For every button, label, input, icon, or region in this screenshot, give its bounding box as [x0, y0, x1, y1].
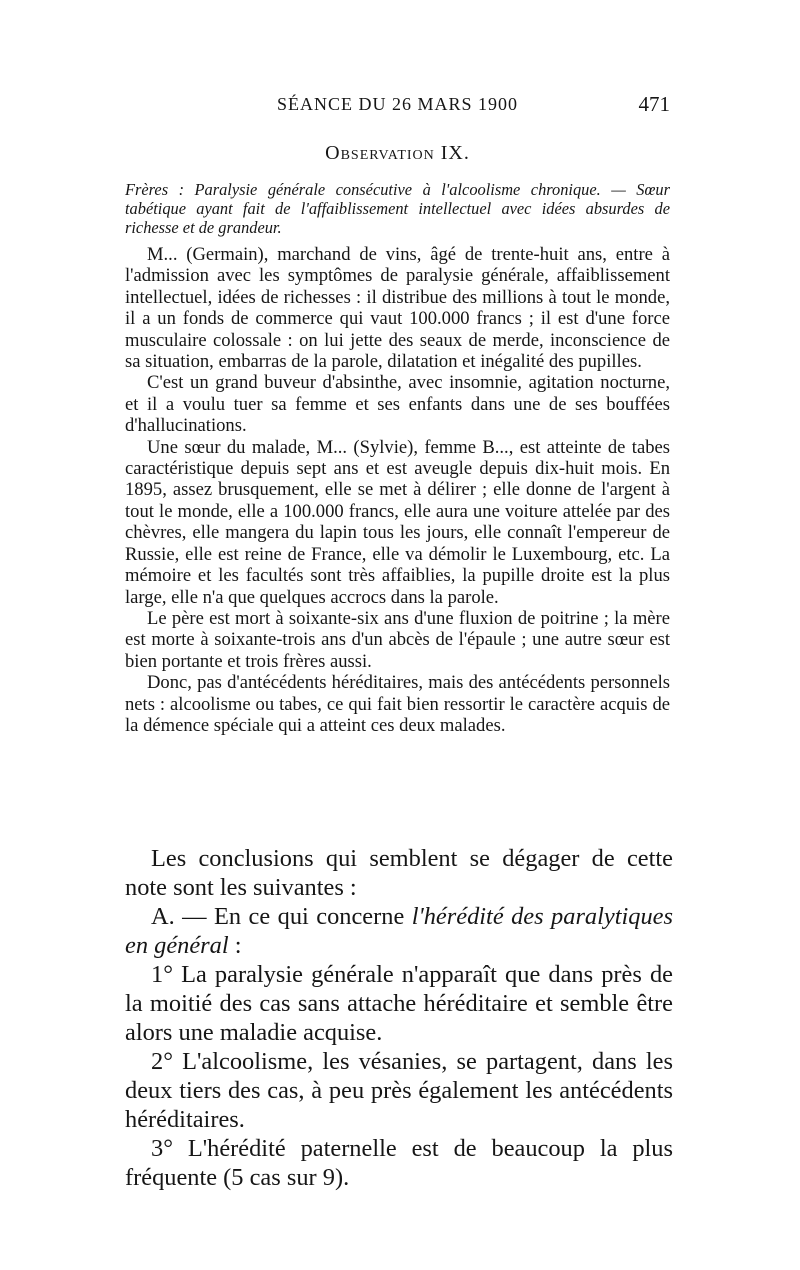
case-paragraph: Le père est mort à soixante-six ans d'une fluxion de poitrine ; la mère est morte à soixante-trois ans d'un abcès de l'épaule ; une autre sœur est bien portante et trois frères aussi.	[125, 607, 670, 672]
running-head: SÉANCE DU 26 MARS 1900	[276, 94, 519, 114]
observation-title: Observation IX.	[325, 142, 470, 164]
case-paragraph: C'est un grand buveur d'absinthe, avec insomnie, agitation nocturne, et il a voulu tuer sa femme et ses enfants dans une de ses bouffées d'hallucinations.	[125, 372, 670, 437]
conclusions-intro: Les conclusions qui semblent se dégager de cette note sont les suivantes :	[125, 845, 673, 901]
case-paragraph: Une sœur du malade, M... (Sylvie), femme B..., est atteinte de tabes caractéristique depuis sept ans et est aveugle depuis dix-huit mois. En 1895, assez brusquement, elle se met à délirer ; elle donne de l'argent à tout le monde, elle a 100.000 francs, elle aura une voiture attelée par des chèvres, elle mangera du lapin tous les jours, elle connaît l'empereur de Russie, elle est reine de France, elle va démolir le Luxembourg, etc. La mémoire et les facultés sont très affaiblies, la pupille droite est la plus large, elle n'a que quelques accrocs dans la parole.	[125, 436, 670, 608]
page-header	[125, 92, 670, 120]
observation-subtitle: Frères : Paralysie générale consécutive à l'alcoolisme chronique. — Sœur tabétique ayant fait de l'affaiblissement intellectuel avec idées absurdes de richesse et de grandeur.	[125, 180, 670, 237]
conclusion-item: 2° L'alcoolisme, les vésanies, se partagent, dans les deux tiers des cas, à peu près également les antécédents héréditaires.	[125, 1048, 673, 1133]
conclusion-item: 1° La paralysie générale n'apparaît que dans près de la moitié des cas sans attache héréditaire et semble être alors une maladie acquise.	[125, 961, 673, 1046]
conclusion-item: 3° L'hérédité paternelle est de beaucoup la plus fréquente (5 cas sur 9).	[125, 1135, 673, 1191]
section-a-suffix: :	[228, 932, 242, 959]
conclusions-section	[125, 844, 673, 1192]
case-paragraph: Donc, pas d'antécédents héréditaires, mais des antécédents personnels nets : alcoolisme ou tabes, ce qui fait bien ressortir le caractère acquis de la démence spéciale qui a atteint ces deux malades.	[125, 672, 670, 736]
case-paragraph: M... (Germain), marchand de vins, âgé de trente-huit ans, entre à l'admission avec les symptômes de paralysie générale, affaiblissement intellectuel, idées de richesses : il distribue des millions à tout le monde, il a un fonds de commerce qui vaut 100.000 francs ; il est d'une force musculaire colossale : on lui jette des seaux de merde, inconscience de sa situation, embarras de la parole, dilatation et inégalité des pupilles.	[125, 244, 670, 373]
section-a-prefix: A. — En ce qui concerne	[151, 903, 412, 930]
section-a-italic: l'hérédité des paralytiques en général	[125, 903, 673, 959]
page-number: 471	[638, 92, 670, 116]
case-report	[125, 244, 670, 736]
section-a-heading	[125, 902, 673, 960]
